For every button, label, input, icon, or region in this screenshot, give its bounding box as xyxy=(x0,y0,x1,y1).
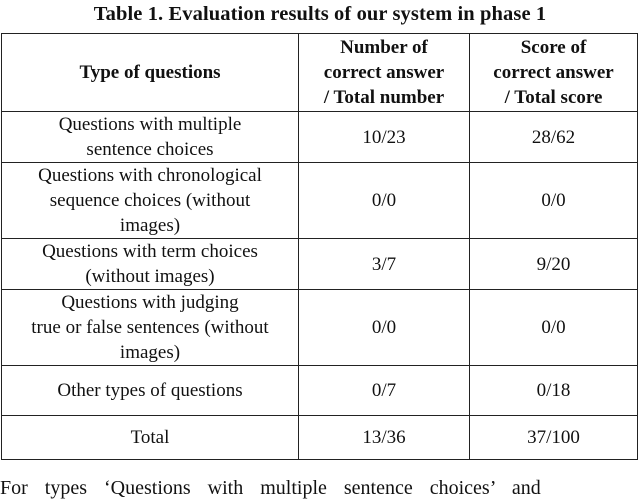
table-row xyxy=(2,366,638,416)
header-score-correct xyxy=(470,34,638,112)
header-number-correct-line: / Total number xyxy=(323,87,445,108)
question-type-line: Other types of questions xyxy=(57,380,243,401)
score-cell: 28/62 xyxy=(470,112,638,163)
correct-answer-cell: 0/7 xyxy=(299,366,470,416)
total-correct-cell: 13/36 xyxy=(299,416,470,460)
question-type-cell xyxy=(2,366,299,416)
table-row xyxy=(2,239,638,290)
score-cell: 9/20 xyxy=(470,239,638,290)
question-type-line: Questions with multiple xyxy=(58,114,242,135)
question-type-line: images) xyxy=(119,342,181,363)
question-type-line: (without images) xyxy=(85,266,215,287)
question-type-line: Questions with judging xyxy=(61,292,239,313)
score-cell: 0/0 xyxy=(470,163,638,239)
header-number-correct-line: Number of xyxy=(340,37,428,58)
table-total-row xyxy=(2,416,638,460)
table-row xyxy=(2,112,638,163)
question-type-cell xyxy=(2,239,299,290)
table-row xyxy=(2,290,638,366)
correct-answer-cell: 0/0 xyxy=(299,163,470,239)
correct-answer-cell: 10/23 xyxy=(299,112,470,163)
table-header-row xyxy=(2,34,638,112)
question-type-line: sentence choices xyxy=(86,139,214,160)
header-number-correct xyxy=(299,34,470,112)
question-type-cell xyxy=(2,290,299,366)
results-table xyxy=(1,33,638,460)
correct-answer-cell: 3/7 xyxy=(299,239,470,290)
question-type-line: images) xyxy=(119,215,181,236)
total-label-cell xyxy=(2,416,299,460)
score-cell: 0/18 xyxy=(470,366,638,416)
question-type-line: Questions with chronological xyxy=(38,165,262,186)
table-row xyxy=(2,163,638,239)
total-label: Total xyxy=(130,427,170,448)
table-caption: Table 1. Evaluation results of our system in phase 1 xyxy=(93,3,547,25)
score-cell: 0/0 xyxy=(470,290,638,366)
header-number-correct-line: correct answer xyxy=(323,62,445,83)
header-type-of-questions: Type of questions xyxy=(2,34,299,112)
question-type-line: Questions with term choices xyxy=(42,241,258,262)
question-type-cell xyxy=(2,112,299,163)
question-type-line: sequence choices (without xyxy=(49,190,251,211)
body-text-fragment: For types ‘Questions with multiple sentence choices’ and xyxy=(0,477,541,499)
header-score-correct-line: Score of xyxy=(520,37,587,58)
question-type-line: true or false sentences (without xyxy=(31,317,269,338)
correct-answer-cell: 0/0 xyxy=(299,290,470,366)
total-score-cell: 37/100 xyxy=(470,416,638,460)
header-score-correct-line: / Total score xyxy=(504,87,603,108)
question-type-cell xyxy=(2,163,299,239)
header-score-correct-line: correct answer xyxy=(493,62,614,83)
